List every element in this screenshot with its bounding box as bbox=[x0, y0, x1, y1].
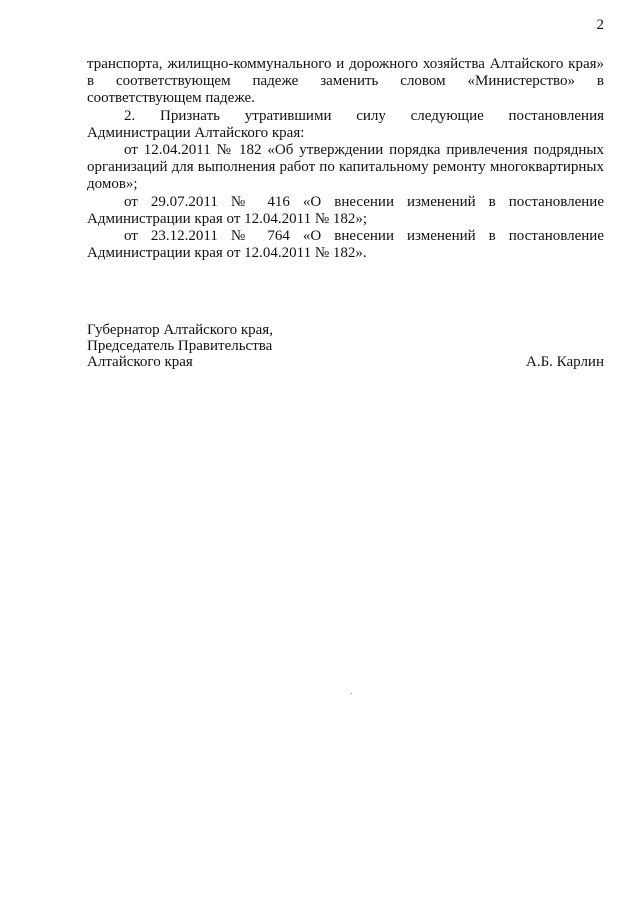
signature-title-line-3: Алтайского края bbox=[87, 353, 193, 370]
signature-title-line-2: Председатель Правительства bbox=[87, 337, 273, 354]
page-number: 2 bbox=[596, 17, 604, 33]
paragraph-item-2: 2. Признать утратившими силу следующие постановления Администрации Алтайского края: bbox=[87, 107, 604, 141]
paragraph-resolution-764: от 23.12.2011 № 764 «О внесении изменений в постановление Администрации края от 12.04.2011 № 182». bbox=[87, 228, 604, 262]
document-body bbox=[87, 56, 604, 262]
paragraph-resolution-182: от 12.04.2011 № 182 «Об утверждении порядка привлечения подрядных организаций для выполнения работ по капитальному ремонту многоквартирных домов»; bbox=[87, 142, 604, 193]
paragraph-continuation: транспорта, жилищно-коммунального и дорожного хозяйства Алтайского края» в соответствующем падеже заменить словом «Министерство» в соответствующем падеже. bbox=[87, 56, 604, 107]
signature-block bbox=[87, 323, 604, 370]
paragraph-resolution-416: от 29.07.2011 № 416 «О внесении изменений в постановление Администрации края от 12.04.2011 № 182»; bbox=[87, 193, 604, 227]
signatory-name: А.Б. Карлин bbox=[525, 353, 604, 370]
scan-speck bbox=[351, 693, 352, 694]
signature-title-line-1: Губернатор Алтайского края, bbox=[87, 322, 273, 338]
